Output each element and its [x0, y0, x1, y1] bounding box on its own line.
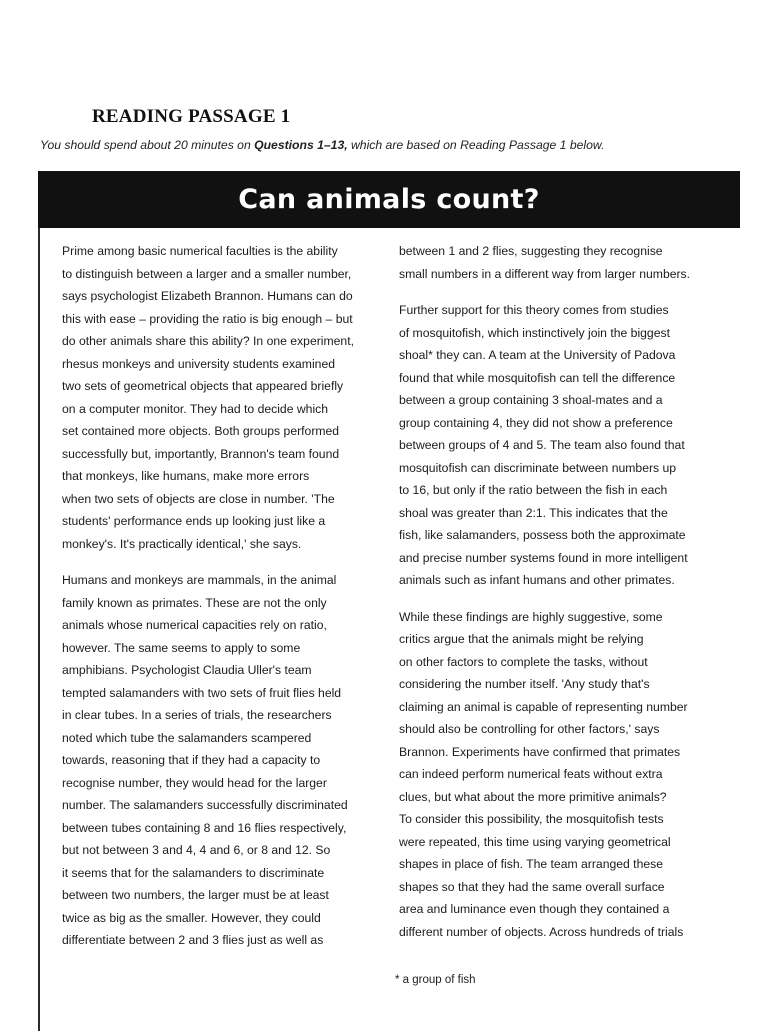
text-line: group containing 4, they did not show a preference	[399, 415, 673, 430]
text-line: however. The same seems to apply to some	[62, 640, 301, 655]
text-line: animals such as infant humans and other primates.	[399, 573, 675, 587]
text-line: were repeated, this time using varying geometrical	[399, 834, 671, 849]
title-band	[38, 171, 740, 228]
instructions-questions: Questions 1–13,	[254, 138, 348, 152]
section-heading: READING PASSAGE 1	[92, 106, 291, 127]
text-line: between tubes containing 8 and 16 flies respectively,	[62, 820, 347, 835]
text-line: of mosquitofish, which instinctively join the biggest	[399, 325, 670, 340]
text-line: claiming an animal is capable of representing number	[399, 699, 688, 714]
text-line: differentiate between 2 and 3 flies just as well as	[62, 933, 324, 947]
paragraph	[399, 240, 721, 285]
text-line: but not between 3 and 4, 4 and 6, or 8 and 12. So	[62, 843, 331, 857]
text-line: shoal was greater than 2:1. This indicates that the	[399, 505, 668, 520]
text-line: amphibians. Psychologist Claudia Uller's team	[62, 663, 312, 677]
paragraph	[62, 240, 380, 555]
text-line: twice as big as the smaller. However, they could	[62, 910, 321, 925]
paragraph	[399, 299, 721, 592]
text-line: between two numbers, the larger must be at least	[62, 888, 329, 902]
text-line: Humans and monkeys are mammals, in the animal	[62, 573, 337, 587]
text-line: two sets of geometrical objects that appeared briefly	[62, 379, 344, 393]
text-line: Further support for this theory comes from studies	[399, 303, 669, 317]
text-line: shapes so that they had the same overall surface	[399, 879, 665, 894]
paragraph	[399, 606, 721, 944]
text-line: tempted salamanders with two sets of fruit flies held	[62, 685, 342, 700]
text-line: fish, like salamanders, possess both the approximate	[399, 528, 686, 542]
text-line: to distinguish between a larger and a smaller number,	[62, 266, 352, 281]
text-line: to 16, but only if the ratio between the fish in each	[399, 483, 668, 497]
text-line: shoal* they can. A team at the University of Padova	[399, 348, 676, 362]
text-line: successfully but, importantly, Brannon's team found	[62, 446, 340, 461]
left-column	[62, 240, 380, 966]
text-line: While these findings are highly suggestive, some	[399, 609, 663, 624]
text-line: area and luminance even though they contained a	[399, 902, 670, 916]
text-line: family known as primates. These are not the only	[62, 595, 327, 610]
text-line: To consider this possibility, the mosquitofish tests	[399, 812, 664, 826]
text-line: it seems that for the salamanders to discriminate	[62, 865, 325, 880]
text-line: set contained more objects. Both groups performed	[62, 424, 340, 438]
text-line: students' performance ends up looking just like a	[62, 514, 326, 528]
text-line: considering the number itself. 'Any study that's	[399, 677, 650, 691]
footnote: * a group of fish	[395, 974, 476, 986]
text-line: shapes in place of fish. The team arranged these	[399, 857, 664, 871]
text-line: different number of objects. Across hundreds of trials	[399, 924, 684, 939]
text-line: mosquitofish can discriminate between numbers up	[399, 460, 677, 475]
text-line: clues, but what about the more primitive animals?	[399, 789, 667, 804]
text-line: Brannon. Experiments have confirmed that primates	[399, 744, 681, 759]
instructions-text-start: You should spend about 20 minutes on	[40, 138, 255, 152]
paragraph	[62, 569, 380, 952]
text-line: in clear tubes. In a series of trials, the researchers	[62, 708, 332, 722]
text-line: found that while mosquitofish can tell the difference	[399, 370, 676, 385]
text-line: between groups of 4 and 5. The team also found that	[399, 438, 685, 452]
text-line: and precise number systems found in more intelligent	[399, 550, 688, 565]
text-line: rhesus monkeys and university students examined	[62, 356, 336, 371]
text-line: recognise number, they would head for the larger	[62, 775, 327, 790]
text-line: between a group containing 3 shoal-mates and a	[399, 393, 663, 407]
passage-title: Can animals count?	[238, 184, 540, 215]
text-line: number. The salamanders successfully discriminated	[62, 798, 348, 812]
text-line: on a computer monitor. They had to decide which	[62, 401, 329, 416]
text-line: this with ease – providing the ratio is big enough – but	[62, 311, 353, 326]
text-line: monkey's. It's practically identical,' she says.	[62, 536, 302, 551]
text-line: can indeed perform numerical feats without extra	[399, 767, 663, 781]
text-line: between 1 and 2 flies, suggesting they recognise	[399, 244, 663, 258]
text-line: should also be controlling for other factors,' says	[399, 722, 660, 736]
text-line: on other factors to complete the tasks, without	[399, 654, 648, 669]
text-line: Prime among basic numerical faculties is the ability	[62, 244, 338, 258]
text-line: when two sets of objects are close in number. 'The	[62, 491, 335, 506]
right-column	[399, 240, 721, 957]
text-line: do other animals share this ability? In one experiment,	[62, 334, 354, 348]
text-line: small numbers in a different way from larger numbers.	[399, 266, 691, 281]
text-line: critics argue that the animals might be relying	[399, 632, 644, 646]
instructions-text-end: which are based on Reading Passage 1 below.	[347, 138, 605, 152]
instructions	[40, 138, 740, 152]
text-line: animals whose numerical capacities rely on ratio,	[62, 618, 327, 632]
text-line: towards, reasoning that if they had a capacity to	[62, 753, 321, 767]
text-line: that monkeys, like humans, make more errors	[62, 469, 310, 483]
text-line: says psychologist Elizabeth Brannon. Humans can do	[62, 289, 353, 303]
text-line: noted which tube the salamanders scampered	[62, 730, 312, 745]
